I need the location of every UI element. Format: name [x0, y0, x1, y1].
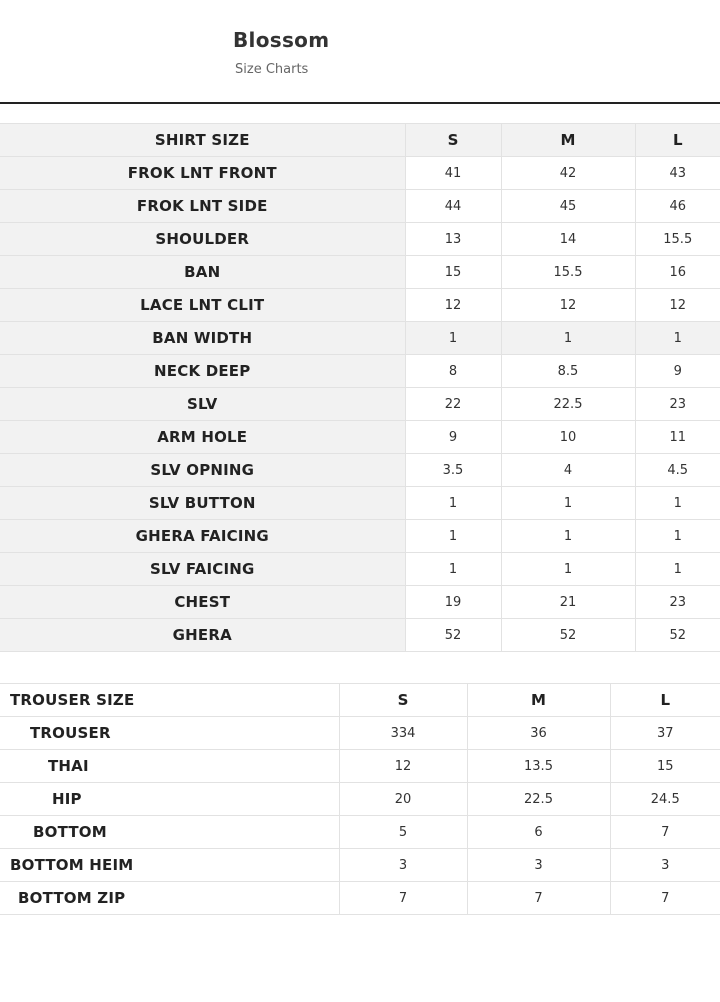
- brand-name: Blossom: [233, 28, 330, 52]
- shirt-cell: 8.5: [501, 355, 635, 388]
- trouser-cell: 37: [610, 717, 720, 750]
- trouser-row-label: BOTTOM HEIM: [0, 849, 339, 882]
- shirt-cell: 15.5: [501, 256, 635, 289]
- shirt-row: [0, 487, 720, 520]
- trouser-row: [0, 717, 720, 750]
- shirt-cell: 1: [501, 322, 635, 355]
- trouser-row-label: HIP: [0, 783, 339, 816]
- shirt-row-label: GHERA FAICING: [0, 520, 405, 553]
- shirt-cell: 10: [501, 421, 635, 454]
- shirt-row: [0, 355, 720, 388]
- shirt-row-label: ARM HOLE: [0, 421, 405, 454]
- shirt-row-label: SLV BUTTON: [0, 487, 405, 520]
- trouser-cell: 20: [339, 783, 467, 816]
- shirt-cell: 41: [405, 157, 501, 190]
- shirt-row: [0, 289, 720, 322]
- shirt-cell: 1: [501, 553, 635, 586]
- header-divider: [0, 102, 720, 104]
- shirt-row-label: SLV FAICING: [0, 553, 405, 586]
- shirt-cell: 15: [405, 256, 501, 289]
- shirt-row: [0, 322, 720, 355]
- shirt-cell: 44: [405, 190, 501, 223]
- shirt-row-label: NECK DEEP: [0, 355, 405, 388]
- trouser-row-label: TROUSER: [0, 717, 339, 750]
- shirt-cell: 15.5: [635, 223, 720, 256]
- shirt-cell: 13: [405, 223, 501, 256]
- shirt-cell: 1: [635, 553, 720, 586]
- shirt-cell: 1: [405, 487, 501, 520]
- shirt-cell: 12: [405, 289, 501, 322]
- shirt-row-label: GHERA: [0, 619, 405, 652]
- shirt-cell: 11: [635, 421, 720, 454]
- trouser-cell: 3: [610, 849, 720, 882]
- shirt-cell: 19: [405, 586, 501, 619]
- shirt-cell: 22.5: [501, 388, 635, 421]
- trouser-row-label: BOTTOM ZIP: [0, 882, 339, 915]
- shirt-cell: 23: [635, 586, 720, 619]
- trouser-row-label: THAI: [0, 750, 339, 783]
- shirt-cell: 1: [501, 487, 635, 520]
- shirt-cell: 46: [635, 190, 720, 223]
- shirt-cell: 21: [501, 586, 635, 619]
- page-subtitle: Size Charts: [235, 62, 309, 77]
- trouser-header-row: [0, 684, 720, 717]
- trouser-cell: 15: [610, 750, 720, 783]
- shirt-row-label: FROK LNT SIDE: [0, 190, 405, 223]
- shirt-cell: 1: [405, 553, 501, 586]
- trouser-cell: 24.5: [610, 783, 720, 816]
- shirt-row: [0, 190, 720, 223]
- shirt-size-header: L: [635, 124, 720, 157]
- shirt-cell: 12: [501, 289, 635, 322]
- shirt-row: [0, 157, 720, 190]
- shirt-row: [0, 619, 720, 652]
- shirt-row-label: SLV: [0, 388, 405, 421]
- shirt-cell: 8: [405, 355, 501, 388]
- shirt-row-label: FROK LNT FRONT: [0, 157, 405, 190]
- shirt-row-label: LACE LNT CLIT: [0, 289, 405, 322]
- trouser-row: [0, 750, 720, 783]
- trouser-cell: 7: [339, 882, 467, 915]
- shirt-cell: 1: [405, 520, 501, 553]
- shirt-cell: 14: [501, 223, 635, 256]
- shirt-cell: 4.5: [635, 454, 720, 487]
- shirt-cell: 12: [635, 289, 720, 322]
- shirt-cell: 1: [501, 520, 635, 553]
- shirt-row-label: SLV OPNING: [0, 454, 405, 487]
- shirt-cell: 1: [635, 520, 720, 553]
- trouser-cell: 3: [467, 849, 610, 882]
- shirt-size-table: [0, 123, 720, 652]
- shirt-cell: 1: [635, 487, 720, 520]
- trouser-size-header: L: [610, 684, 720, 717]
- shirt-cell: 23: [635, 388, 720, 421]
- shirt-row-label: CHEST: [0, 586, 405, 619]
- shirt-cell: 52: [405, 619, 501, 652]
- trouser-row: [0, 783, 720, 816]
- trouser-cell: 7: [610, 816, 720, 849]
- trouser-row: [0, 882, 720, 915]
- shirt-row-label: BAN WIDTH: [0, 322, 405, 355]
- shirt-cell: 52: [635, 619, 720, 652]
- shirt-row: [0, 388, 720, 421]
- shirt-row: [0, 223, 720, 256]
- shirt-row-label: BAN: [0, 256, 405, 289]
- trouser-cell: 3: [339, 849, 467, 882]
- shirt-size-header: M: [501, 124, 635, 157]
- trouser-size-header: M: [467, 684, 610, 717]
- shirt-row: [0, 586, 720, 619]
- shirt-cell: 3.5: [405, 454, 501, 487]
- trouser-cell: 22.5: [467, 783, 610, 816]
- trouser-header-label: TROUSER SIZE: [0, 684, 339, 717]
- trouser-cell: 13.5: [467, 750, 610, 783]
- shirt-cell: 9: [405, 421, 501, 454]
- shirt-row: [0, 553, 720, 586]
- shirt-cell: 22: [405, 388, 501, 421]
- trouser-cell: 334: [339, 717, 467, 750]
- shirt-header-row: [0, 124, 720, 157]
- trouser-row-label: BOTTOM: [0, 816, 339, 849]
- shirt-row-label: SHOULDER: [0, 223, 405, 256]
- trouser-cell: 36: [467, 717, 610, 750]
- trouser-cell: 12: [339, 750, 467, 783]
- shirt-cell: 42: [501, 157, 635, 190]
- trouser-cell: 7: [610, 882, 720, 915]
- trouser-size-table: [0, 683, 720, 915]
- shirt-cell: 16: [635, 256, 720, 289]
- shirt-cell: 52: [501, 619, 635, 652]
- shirt-cell: 1: [635, 322, 720, 355]
- trouser-size-header: S: [339, 684, 467, 717]
- shirt-cell: 45: [501, 190, 635, 223]
- trouser-cell: 7: [467, 882, 610, 915]
- trouser-row: [0, 816, 720, 849]
- shirt-size-header: S: [405, 124, 501, 157]
- shirt-row: [0, 421, 720, 454]
- shirt-row: [0, 256, 720, 289]
- shirt-cell: 4: [501, 454, 635, 487]
- page-header: [0, 0, 720, 104]
- trouser-row: [0, 849, 720, 882]
- trouser-cell: 6: [467, 816, 610, 849]
- trouser-cell: 5: [339, 816, 467, 849]
- shirt-row: [0, 520, 720, 553]
- shirt-cell: 43: [635, 157, 720, 190]
- shirt-row: [0, 454, 720, 487]
- shirt-cell: 1: [405, 322, 501, 355]
- shirt-header-label: SHIRT SIZE: [0, 124, 405, 157]
- shirt-cell: 9: [635, 355, 720, 388]
